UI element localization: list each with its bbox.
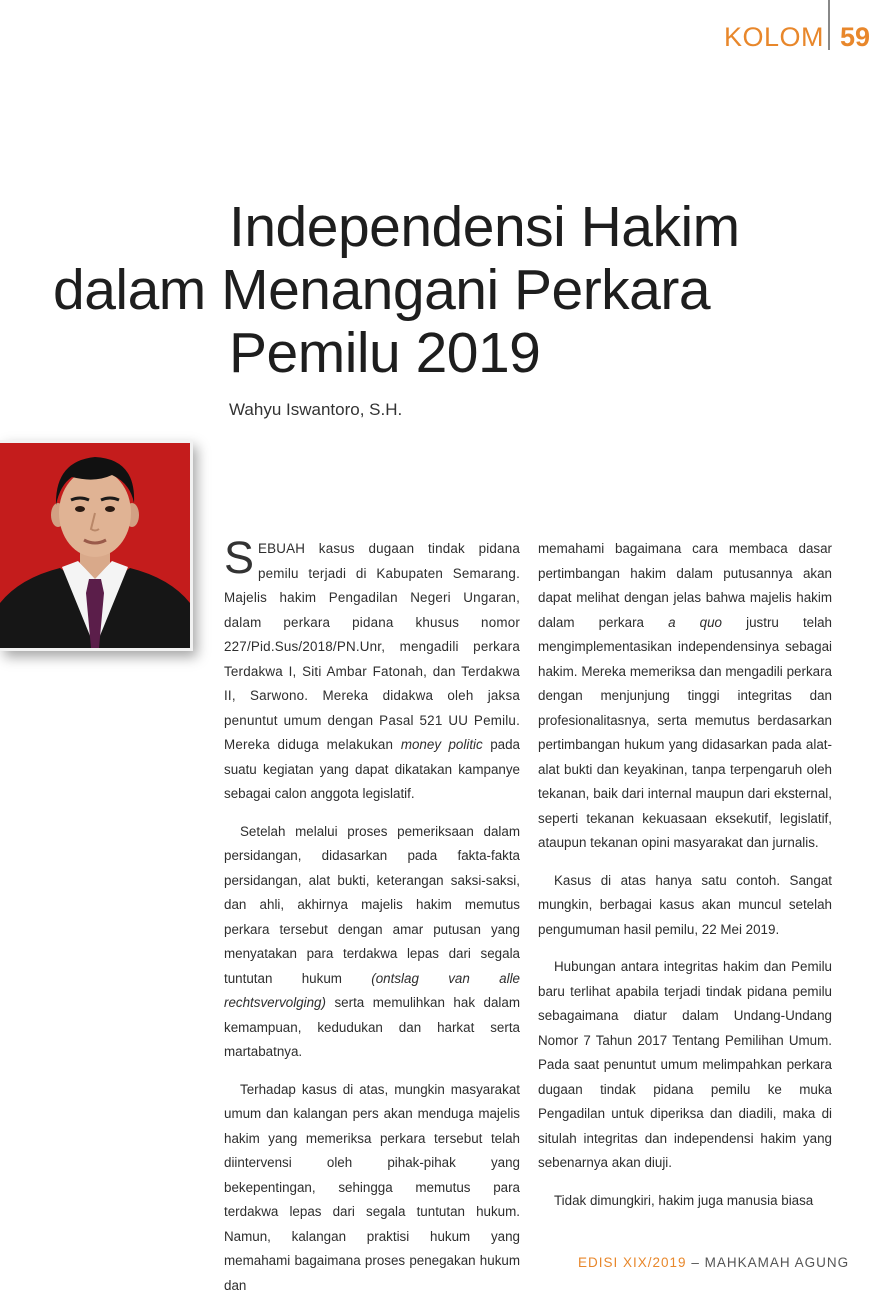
publication-name: – MAHKAMAH AGUNG [686,1255,850,1270]
paragraph: Terhadap kasus di atas, mungkin masyarakat umum dan kalangan pers akan menduga majelis hakim yang memeriksa perkara tersebut telah diintervensi oleh pihak-pihak yang bekepentingan, sehingga memutus para terdakwa lepas dari segala tuntutan hukum. Namun, kalangan praktisi hukum yang memahami bagaimana proses penegakan hukum dan [224,1081,520,1293]
paragraph: Kasus di atas hanya satu contoh. Sangat mungkin, berbagai kasus akan muncul setelah pengumuman hasil pemilu, 22 Mei 2019. [538,872,832,937]
author-photo [0,440,193,651]
drop-cap: S [224,532,255,583]
page-footer [578,1255,849,1270]
section-label: KOLOM [724,22,825,52]
title-line-2: dalam Menangani Perkara [53,258,711,322]
emphasis-text: money politic [400,737,483,752]
paragraph: Tidak dimungkiri, hakim juga manusia biasa [554,1192,814,1208]
paragraph [224,532,520,807]
header-divider [828,0,830,50]
page-number: 59 [840,22,871,52]
article-column-right [538,537,832,1226]
paragraph-text: EBUAH kasus dugaan tindak pidana pemilu terjadi di Kabupaten Semarang. Majelis hakim Pengadilan Negeri Ungaran, dalam perkara pidana khusus nomor 227/Pid.Sus/2018/PN.Unr, mengadili perkara Terdakwa I, Siti Ambar Fatonah, dan Terdakwa II, Sarwono. Mereka didakwa oleh jaksa penuntut umum dengan Pasal 521 UU Pemilu. Mereka diduga melakukan [224,541,520,752]
title-line-3: Pemilu 2019 [229,321,541,385]
paragraph-text: justru telah mengimplementasikan independensinya sebagai hakim. Mereka memeriksa dan mengadili perkara dengan menjunjung tinggi integritas dan profesionalitasnya, serta memutus berdasarkan pertimbangan hukum yang didasarkan pada alat-alat bukti dan keyakinan, tanpa terpengaruh oleh tekanan, baik dari internal maupun dari eksternal, seperti tekanan kekuasaan eksekutif, legislatif, ataupun tekanan opini masyarakat dan jurnalis. [538,614,832,850]
paragraph-text: serta memulihkan hak dalam kemampuan, kedudukan dan harkat serta martabatnya. [224,995,520,1059]
emphasis-text: a quo [668,614,722,630]
paragraph: Hubungan antara integritas hakim dan Pemilu baru terlihat apabila terjadi tindak pidana pemilu sebagaimana diatur dalam Undang-Undang Nomor 7 Tahun 2017 Tentang Pemilihan Umum. Pada saat penuntut umum melimpahkan perkara dugaan tindak pidana pemilu ke muka Pengadilan untuk diperiksa dan diadili, maka di situlah integritas dan independensi hakim yang sebenarnya akan diuji. [538,959,832,1170]
paragraph [224,820,520,1065]
portrait-illustration [0,443,190,648]
paragraph-text: pada suatu kegiatan yang dapat dikatakan kampanye sebagai calon anggota legislatif. [224,737,520,801]
title-line-1: Independensi Hakim [229,195,740,259]
article-title [0,196,893,385]
paragraph [538,537,832,856]
emphasis-text: (ontslag van alle rechtsvervolging) [224,970,521,1010]
paragraph-text: Setelah melalui proses pemeriksaan dalam persidangan, didasarkan pada fakta-fakta persidangan, alat bukti, keterangan saksi-saksi, dan ahli, akhirnya majelis hakim memutus perkara tersebut dengan amar putusan yang menyatakan para terdakwa lepas dari segala tuntutan hukum [224,823,520,986]
paragraph-text: memahami bagaimana cara membaca dasar pertimbangan hakim dalam putusannya akan dapat melihat dengan jelas bahwa majelis hakim dalam perkara [538,541,832,630]
edition-label: EDISI XIX/2019 [578,1255,687,1270]
author-byline: Wahyu Iswantoro, S.H. [229,400,403,419]
article-column-left [224,532,521,1311]
